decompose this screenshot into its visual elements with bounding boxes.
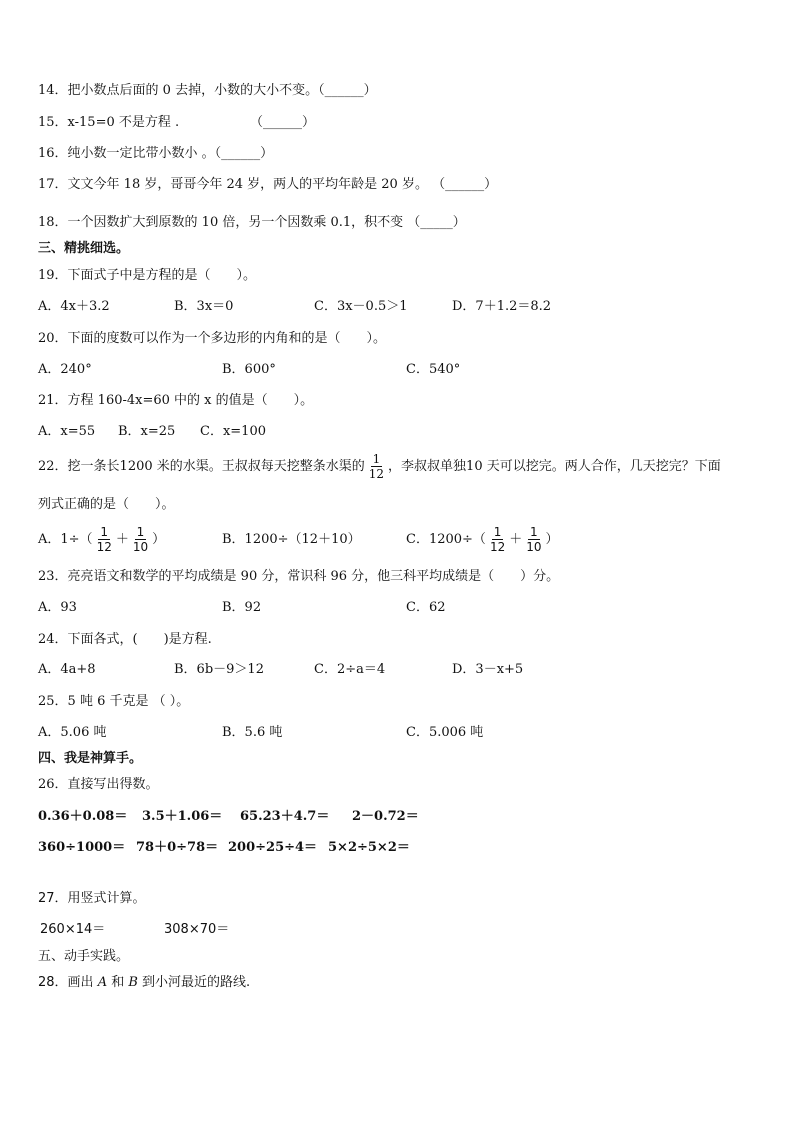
plus-sign: ＋ [509,532,523,547]
fraction-numerator: 1 [530,525,538,539]
section-5-heading: 五、动手实践。 [38,949,130,964]
question-21-option-b: B．x=25 [118,424,176,439]
question-19: 19．下面式子中是方程的是（ ）。 [38,268,257,283]
section-4-heading: 四、我是神算手。 [38,751,143,766]
question-20-option-a: A．240° [38,362,92,377]
question-23: 23．亮亮语文和数学的平均成绩是 90 分，常识科 96 分，他三科平均成绩是（ ）分。 [38,569,560,584]
calc-item: 360÷1000＝ [38,840,126,855]
option-c-suffix: ） [545,532,559,547]
question-19-option-d: D．7＋1.2＝8.2 [452,299,552,314]
question-21-option-c: C．x=100 [200,424,266,439]
calc-item: 0.36＋0.08＝ [38,809,128,824]
option-a-suffix: ） [152,532,166,547]
question-19-option-a: A．4x＋3.2 [38,299,110,314]
question-24-option-d: D．3－x+5 [452,662,524,677]
point-b-label: B [128,975,138,990]
question-22-option-b: B．1200÷（12＋10） [222,532,361,547]
fraction-1-12 [488,525,507,554]
question-24: 24．下面各式，( )是方程. [38,632,212,647]
fraction-1-10 [131,525,150,554]
question-20: 20．下面的度数可以作为一个多边形的内角和的是（ ）。 [38,331,387,346]
calc-item: 5×2÷5×2＝ [328,840,410,855]
fraction-numerator: 1 [493,525,502,539]
question-28-text-c: 到小河最近的路线. [137,975,251,990]
calc-item: 3.5＋1.06＝ [142,809,223,824]
section-3-heading: 三、精挑细选。 [38,241,130,256]
question-15: 15．x-15=0 不是方程 . [38,115,180,130]
question-22-text-b: ，李叔叔单独10 天可以挖完。两人合作，几天挖完？下面 [388,459,721,474]
question-25-option-b: B．5.6 吨 [222,725,283,740]
question-20-option-c: C．540° [406,362,461,377]
calc-item: 65.23＋4.7＝ [240,809,330,824]
question-28-text-b: 和 [107,975,129,990]
calc-item: 2－0.72＝ [352,809,419,824]
option-a-prefix: A．1÷（ [38,532,93,547]
plus-sign: ＋ [115,532,129,547]
question-22-option-a [38,525,165,555]
fraction-numerator: 1 [372,452,381,466]
fraction-denominator: 10 [526,540,542,554]
vertical-calc-item: 308×70＝ [164,922,230,937]
question-20-option-b: B．600° [222,362,276,377]
question-28-text-a: 28．画出 [38,975,98,990]
point-a-label: A [97,975,108,990]
question-16: 16．纯小数一定比带小数小 。（______） [38,146,274,161]
question-25: 25．5 吨 6 千克是 （ ）。 [38,694,190,709]
fraction-numerator: 1 [136,525,145,539]
question-25-option-c: C．5.006 吨 [406,725,484,740]
question-24-option-c: C．2÷a＝4 [314,662,386,677]
question-24-option-a: A．4a+8 [38,662,96,677]
question-15-blank: （______） [250,115,316,130]
question-23-option-b: B．92 [222,600,262,615]
question-23-option-a: A．93 [38,600,77,615]
question-19-option-b: B．3x＝0 [174,299,234,314]
fraction-1-12 [95,525,114,554]
question-28 [38,974,250,992]
option-c-prefix: C．1200÷（ [406,532,486,547]
question-19-option-c: C．3x－0.5＞1 [314,299,408,314]
question-25-option-a: A．5.06 吨 [38,725,107,740]
fraction-numerator: 1 [100,525,109,539]
fraction-one-twelfth [367,452,386,481]
question-26: 26．直接写出得数。 [38,777,159,792]
calc-item: 200÷25÷4＝ [228,840,318,855]
fraction-denominator: 12 [368,467,385,481]
question-18: 18．一个因数扩大到原数的 10 倍，另一个因数乘 0.1，积不变 （_____） [38,215,466,230]
question-22-line-2: 列式正确的是（ ）。 [38,497,175,512]
question-22-option-c [406,525,559,555]
question-17: 17．文文今年 18 岁，哥哥今年 24 岁，两人的平均年龄是 20 岁。 （______） [38,177,498,192]
question-27: 27．用竖式计算。 [38,891,146,906]
fraction-denominator: 10 [132,540,149,554]
calc-item: 78＋0÷78＝ [136,840,219,855]
vertical-calc-item: 260×14＝ [40,922,106,937]
question-14: 14．把小数点后面的 0 去掉，小数的大小不变。（______） [38,83,377,98]
fraction-denominator: 12 [489,540,506,554]
question-21-option-a: A．x=55 [38,424,96,439]
fraction-1-10 [524,525,543,554]
fraction-denominator: 12 [96,540,112,554]
question-22-text-a: 22．挖一条长1200 米的水渠。王叔叔每天挖整条水渠的 [38,459,365,474]
question-23-option-c: C．62 [406,600,446,615]
question-24-option-b: B．6b－9＞12 [174,662,264,677]
question-21: 21．方程 160-4x=60 中的 x 的值是（ ）。 [38,393,314,408]
question-22-line-1 [38,452,721,482]
